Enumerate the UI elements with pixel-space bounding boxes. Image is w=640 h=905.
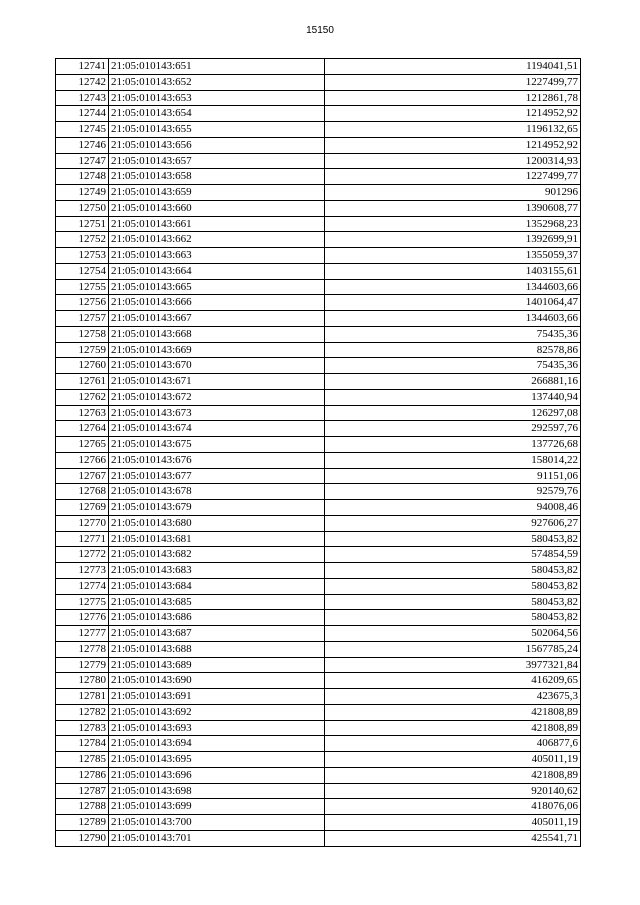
row-number: 12746	[56, 137, 109, 153]
table-row	[56, 720, 581, 736]
table-row	[56, 106, 581, 122]
row-number: 12751	[56, 216, 109, 232]
row-number: 12747	[56, 153, 109, 169]
table-row	[56, 815, 581, 831]
cadastral-value: 1403155,61	[325, 263, 581, 279]
table-row	[56, 437, 581, 453]
table-row	[56, 704, 581, 720]
cadastral-number: 21:05:010143:696	[109, 767, 325, 783]
cadastral-value: 75435,36	[325, 358, 581, 374]
row-number: 12783	[56, 720, 109, 736]
table-row	[56, 326, 581, 342]
cadastral-number: 21:05:010143:668	[109, 326, 325, 342]
table-row	[56, 263, 581, 279]
table-row	[56, 342, 581, 358]
cadastral-number: 21:05:010143:654	[109, 106, 325, 122]
cadastral-number: 21:05:010143:665	[109, 279, 325, 295]
row-number: 12780	[56, 673, 109, 689]
table-row	[56, 279, 581, 295]
cadastral-number: 21:05:010143:656	[109, 137, 325, 153]
cadastral-value: 580453,82	[325, 531, 581, 547]
cadastral-value: 1227499,77	[325, 169, 581, 185]
row-number: 12788	[56, 799, 109, 815]
row-number: 12769	[56, 500, 109, 516]
row-number: 12741	[56, 59, 109, 75]
row-number: 12775	[56, 594, 109, 610]
cadastral-number: 21:05:010143:692	[109, 704, 325, 720]
row-number: 12770	[56, 515, 109, 531]
table-row	[56, 90, 581, 106]
table-row	[56, 374, 581, 390]
cadastral-number: 21:05:010143:686	[109, 610, 325, 626]
table-row	[56, 295, 581, 311]
cadastral-number: 21:05:010143:657	[109, 153, 325, 169]
row-number: 12753	[56, 248, 109, 264]
cadastral-value: 1401064,47	[325, 295, 581, 311]
cadastral-value: 574854,59	[325, 547, 581, 563]
cadastral-number: 21:05:010143:660	[109, 200, 325, 216]
cadastral-value: 292597,76	[325, 421, 581, 437]
table-row	[56, 74, 581, 90]
row-number: 12767	[56, 468, 109, 484]
cadastral-number: 21:05:010143:684	[109, 578, 325, 594]
cadastral-value: 1196132,65	[325, 122, 581, 138]
row-number: 12757	[56, 311, 109, 327]
cadastral-value: 1227499,77	[325, 74, 581, 90]
row-number: 12773	[56, 563, 109, 579]
row-number: 12765	[56, 437, 109, 453]
cadastral-value: 126297,08	[325, 405, 581, 421]
table-row	[56, 122, 581, 138]
cadastral-value: 421808,89	[325, 720, 581, 736]
cadastral-number: 21:05:010143:673	[109, 405, 325, 421]
table-row	[56, 200, 581, 216]
row-number: 12762	[56, 389, 109, 405]
cadastral-value: 927606,27	[325, 515, 581, 531]
row-number: 12761	[56, 374, 109, 390]
row-number: 12763	[56, 405, 109, 421]
cadastral-value: 421808,89	[325, 767, 581, 783]
table-row	[56, 484, 581, 500]
cadastral-number: 21:05:010143:661	[109, 216, 325, 232]
table-row	[56, 232, 581, 248]
cadastral-number: 21:05:010143:666	[109, 295, 325, 311]
row-number: 12786	[56, 767, 109, 783]
cadastral-value: 920140,62	[325, 783, 581, 799]
cadastral-number: 21:05:010143:693	[109, 720, 325, 736]
cadastral-value: 421808,89	[325, 704, 581, 720]
cadastral-number: 21:05:010143:664	[109, 263, 325, 279]
row-number: 12768	[56, 484, 109, 500]
cadastral-number: 21:05:010143:691	[109, 689, 325, 705]
cadastral-value: 580453,82	[325, 578, 581, 594]
table-row	[56, 358, 581, 374]
row-number: 12748	[56, 169, 109, 185]
cadastral-number: 21:05:010143:699	[109, 799, 325, 815]
row-number: 12756	[56, 295, 109, 311]
cadastral-number: 21:05:010143:655	[109, 122, 325, 138]
table-row	[56, 59, 581, 75]
table-row	[56, 752, 581, 768]
table-row	[56, 783, 581, 799]
row-number: 12774	[56, 578, 109, 594]
cadastral-value: 580453,82	[325, 610, 581, 626]
cadastral-value: 1392699,91	[325, 232, 581, 248]
table-row	[56, 216, 581, 232]
cadastral-number: 21:05:010143:700	[109, 815, 325, 831]
cadastral-number: 21:05:010143:689	[109, 657, 325, 673]
cadastral-value: 158014,22	[325, 452, 581, 468]
cadastral-value: 1212861,78	[325, 90, 581, 106]
cadastral-value-table	[55, 58, 581, 847]
cadastral-number: 21:05:010143:653	[109, 90, 325, 106]
cadastral-number: 21:05:010143:695	[109, 752, 325, 768]
cadastral-number: 21:05:010143:688	[109, 641, 325, 657]
table-row	[56, 185, 581, 201]
row-number: 12749	[56, 185, 109, 201]
cadastral-value: 3977321,84	[325, 657, 581, 673]
cadastral-value: 418076,06	[325, 799, 581, 815]
cadastral-number: 21:05:010143:675	[109, 437, 325, 453]
table-row	[56, 169, 581, 185]
table-row	[56, 578, 581, 594]
row-number: 12754	[56, 263, 109, 279]
table-row	[56, 689, 581, 705]
table-row	[56, 626, 581, 642]
table-row	[56, 641, 581, 657]
table-row	[56, 311, 581, 327]
table-row	[56, 830, 581, 846]
table-row	[56, 594, 581, 610]
cadastral-value: 1214952,92	[325, 137, 581, 153]
cadastral-value: 1344603,66	[325, 311, 581, 327]
row-number: 12784	[56, 736, 109, 752]
table-row	[56, 137, 581, 153]
table-row	[56, 610, 581, 626]
page-number: 15150	[306, 25, 334, 36]
row-number: 12760	[56, 358, 109, 374]
cadastral-number: 21:05:010143:667	[109, 311, 325, 327]
cadastral-value: 91151,06	[325, 468, 581, 484]
cadastral-number: 21:05:010143:651	[109, 59, 325, 75]
cadastral-value: 1194041,51	[325, 59, 581, 75]
cadastral-value: 425541,71	[325, 830, 581, 846]
row-number: 12745	[56, 122, 109, 138]
cadastral-value: 1567785,24	[325, 641, 581, 657]
cadastral-number: 21:05:010143:674	[109, 421, 325, 437]
cadastral-value: 1214952,92	[325, 106, 581, 122]
cadastral-number: 21:05:010143:670	[109, 358, 325, 374]
table-row	[56, 421, 581, 437]
cadastral-value: 423675,3	[325, 689, 581, 705]
table-row	[56, 153, 581, 169]
row-number: 12778	[56, 641, 109, 657]
row-number: 12758	[56, 326, 109, 342]
cadastral-number: 21:05:010143:671	[109, 374, 325, 390]
cadastral-number: 21:05:010143:698	[109, 783, 325, 799]
table-row	[56, 500, 581, 516]
cadastral-number: 21:05:010143:658	[109, 169, 325, 185]
cadastral-number: 21:05:010143:659	[109, 185, 325, 201]
table-row	[56, 563, 581, 579]
row-number: 12750	[56, 200, 109, 216]
cadastral-value: 502064,56	[325, 626, 581, 642]
cadastral-value: 405011,19	[325, 752, 581, 768]
row-number: 12742	[56, 74, 109, 90]
table-row	[56, 248, 581, 264]
table-body	[56, 59, 581, 847]
cadastral-value: 1352968,23	[325, 216, 581, 232]
table-row	[56, 405, 581, 421]
table-row	[56, 531, 581, 547]
cadastral-number: 21:05:010143:690	[109, 673, 325, 689]
cadastral-value: 405011,19	[325, 815, 581, 831]
row-number: 12752	[56, 232, 109, 248]
cadastral-value: 92579,76	[325, 484, 581, 500]
table-row	[56, 389, 581, 405]
cadastral-number: 21:05:010143:672	[109, 389, 325, 405]
cadastral-value: 82578,86	[325, 342, 581, 358]
cadastral-number: 21:05:010143:680	[109, 515, 325, 531]
table-row	[56, 673, 581, 689]
cadastral-number: 21:05:010143:663	[109, 248, 325, 264]
cadastral-number: 21:05:010143:677	[109, 468, 325, 484]
row-number: 12766	[56, 452, 109, 468]
row-number: 12782	[56, 704, 109, 720]
cadastral-number: 21:05:010143:676	[109, 452, 325, 468]
cadastral-value: 137726,68	[325, 437, 581, 453]
row-number: 12755	[56, 279, 109, 295]
row-number: 12785	[56, 752, 109, 768]
row-number: 12772	[56, 547, 109, 563]
cadastral-value: 416209,65	[325, 673, 581, 689]
cadastral-number: 21:05:010143:687	[109, 626, 325, 642]
cadastral-value: 75435,36	[325, 326, 581, 342]
cadastral-value: 901296	[325, 185, 581, 201]
row-number: 12777	[56, 626, 109, 642]
cadastral-value: 580453,82	[325, 594, 581, 610]
row-number: 12781	[56, 689, 109, 705]
row-number: 12764	[56, 421, 109, 437]
cadastral-number: 21:05:010143:678	[109, 484, 325, 500]
table-row	[56, 657, 581, 673]
cadastral-number: 21:05:010143:662	[109, 232, 325, 248]
cadastral-value: 406877,6	[325, 736, 581, 752]
cadastral-value: 137440,94	[325, 389, 581, 405]
cadastral-number: 21:05:010143:669	[109, 342, 325, 358]
row-number: 12789	[56, 815, 109, 831]
cadastral-number: 21:05:010143:682	[109, 547, 325, 563]
cadastral-number: 21:05:010143:701	[109, 830, 325, 846]
table-row	[56, 515, 581, 531]
cadastral-number: 21:05:010143:679	[109, 500, 325, 516]
cadastral-value: 1344603,66	[325, 279, 581, 295]
row-number: 12790	[56, 830, 109, 846]
cadastral-number: 21:05:010143:683	[109, 563, 325, 579]
cadastral-value: 1355059,37	[325, 248, 581, 264]
cadastral-value: 266881,16	[325, 374, 581, 390]
cadastral-number: 21:05:010143:681	[109, 531, 325, 547]
cadastral-number: 21:05:010143:685	[109, 594, 325, 610]
table-row	[56, 799, 581, 815]
table-row	[56, 547, 581, 563]
row-number: 12744	[56, 106, 109, 122]
row-number: 12779	[56, 657, 109, 673]
table-row	[56, 468, 581, 484]
row-number: 12787	[56, 783, 109, 799]
cadastral-value: 1390608,77	[325, 200, 581, 216]
cadastral-value: 94008,46	[325, 500, 581, 516]
row-number: 12776	[56, 610, 109, 626]
cadastral-number: 21:05:010143:652	[109, 74, 325, 90]
cadastral-value: 1200314,93	[325, 153, 581, 169]
row-number: 12771	[56, 531, 109, 547]
table-row	[56, 452, 581, 468]
row-number: 12743	[56, 90, 109, 106]
cadastral-number: 21:05:010143:694	[109, 736, 325, 752]
cadastral-value: 580453,82	[325, 563, 581, 579]
table-row	[56, 767, 581, 783]
table-row	[56, 736, 581, 752]
row-number: 12759	[56, 342, 109, 358]
